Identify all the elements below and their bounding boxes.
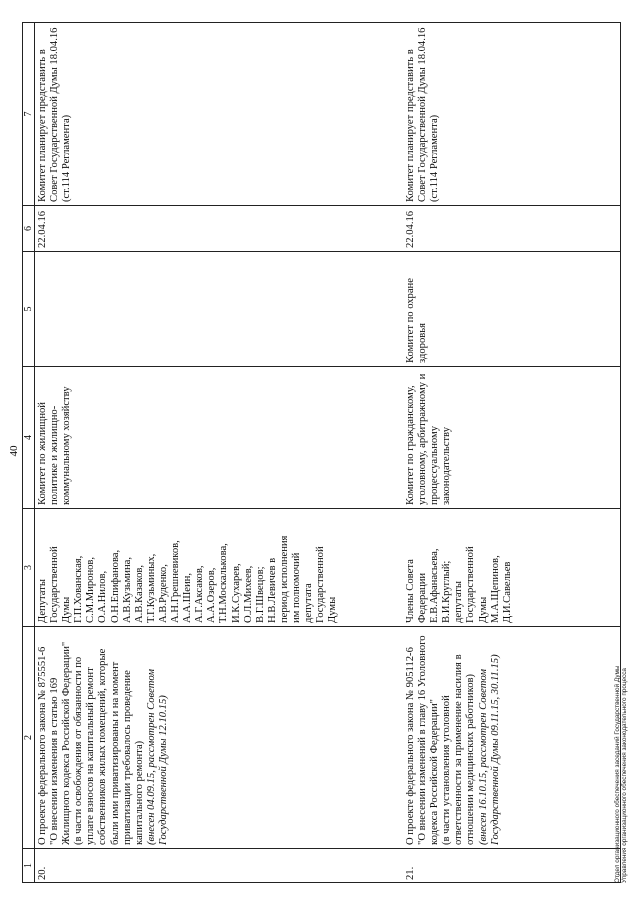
date-cell: 22.04.16 <box>402 206 621 252</box>
committee-cell: Комитет по гражданскому, уголовному, арбитражному и процессуальному законодательству <box>402 367 621 509</box>
footer-line: Управления организационного обеспечения законодательного процесса <box>621 668 629 883</box>
author-line: им полномочий <box>290 552 302 623</box>
bill-description <box>402 627 621 849</box>
bill-title: О проекте федерального закона № 875551-6 <box>37 646 48 845</box>
author-line: С.М.Миронов, <box>85 556 97 623</box>
bill-description <box>35 627 403 849</box>
author-line: О.Н.Епифанова, <box>109 549 121 623</box>
author-line: Думы <box>327 596 339 623</box>
author-line: А.Г.Аксаков, <box>194 565 206 623</box>
row-number: 21. <box>402 849 621 883</box>
author-line: период исполнения <box>278 535 290 623</box>
author-line: Е.В.Афанасьева, <box>429 548 441 623</box>
column-number: 7 <box>23 23 35 206</box>
author-line: М.А.Щепинов, <box>489 555 501 623</box>
author-line: Думы <box>61 596 73 623</box>
author-line: Т.Н.Москалькова, <box>218 543 230 623</box>
author-line: В.Г.Швецов; <box>254 566 266 623</box>
column-number: 1 <box>23 849 35 883</box>
footer-line: Отдел организационного обеспечения заседаний Государственной Думы <box>614 665 621 883</box>
author-line: И.К.Сухарев, <box>230 563 242 623</box>
author-line: Депутаты <box>37 579 48 623</box>
author-line: Н.В.Левичев в <box>266 557 278 623</box>
author-line: А.А.Шеин, <box>182 573 194 623</box>
author-line: А.В.Кузьмина, <box>121 557 133 623</box>
author-line: Государственной <box>315 546 327 623</box>
column-number: 4 <box>23 367 35 509</box>
column-number: 5 <box>23 252 35 367</box>
author-line: Государственной <box>49 546 61 623</box>
bill-note: (в части освобождения от обязанности по уплате взносов на капитальный ремонт собственников жилых помещений, которые были ими приватизированы и на момент приватизации требовалось проведение капитального ремонта) <box>73 648 145 845</box>
author-line: О.А.Нилов, <box>97 570 109 623</box>
author-line: А.Н.Грешневиков, <box>170 540 182 623</box>
column-number: 2 <box>23 627 35 849</box>
author-line: Г.П.Хованская, <box>73 555 85 623</box>
committee-cell: Комитет по жилищной политике и жилищно-коммунальному хозяйству <box>35 367 403 509</box>
bill-status: (внесен 04.09.15, рассмотрен Советом Государственной Думы 12.10.15) <box>145 669 169 845</box>
bill-note: (в части установления уголовной ответственности за применение насилия в отношении медицинских работников) <box>441 654 477 845</box>
author-line: Федерации <box>417 572 429 623</box>
table-row <box>35 23 403 883</box>
author-line: Государственной <box>465 546 477 623</box>
footer <box>614 666 629 884</box>
author-line: Т.Г.Кузьминых, <box>145 553 157 623</box>
bill-subtitle: "О внесении изменения в статью 169 Жилищного кодекса Российской Федерации" <box>49 641 73 845</box>
bills-table <box>22 22 621 883</box>
bill-title: О проекте федерального закона № 905112-6 <box>405 647 416 845</box>
author-line: депутаты <box>453 581 465 623</box>
authors-cell <box>402 509 621 627</box>
author-line: А.А.Озеров, <box>206 567 218 623</box>
author-line: В.И.Круглый; <box>441 560 453 623</box>
column-number: 3 <box>23 509 35 627</box>
author-line: депутата <box>303 583 315 623</box>
bill-status: (внесен 16.10.15, рассмотрен Советом Государственной Думы 09.11.15, 30.11.15) <box>477 654 501 845</box>
author-line: Думы <box>477 596 489 623</box>
row-number: 20. <box>35 849 403 883</box>
co-committee-cell <box>35 252 403 367</box>
author-line: А.В.Руденко, <box>157 564 169 623</box>
table-row <box>402 23 621 883</box>
author-line: А.В.Казаков, <box>133 564 145 623</box>
plan-cell: Комитет планирует представить в Совет Государственной Думы 18.04.16 (ст.114 Регламента) <box>35 23 403 206</box>
co-committee-cell: Комитет по охране здоровья <box>402 252 621 367</box>
author-line: Члены Совета <box>405 559 416 623</box>
column-number: 6 <box>23 206 35 252</box>
author-line: Д.И.Савельев <box>501 561 513 623</box>
plan-cell: Комитет планирует представить в Совет Государственной Думы 18.04.16 (ст.114 Регламента) <box>402 23 621 206</box>
author-line: О.Л.Михеев, <box>242 565 254 623</box>
page-number: 40 <box>8 445 20 457</box>
bill-subtitle: "О внесении изменений в главу 16 Уголовного кодекса Российской Федерации" <box>417 635 441 845</box>
date-cell: 22.04.16 <box>35 206 403 252</box>
column-number-header <box>23 23 35 883</box>
authors-cell <box>35 509 403 627</box>
